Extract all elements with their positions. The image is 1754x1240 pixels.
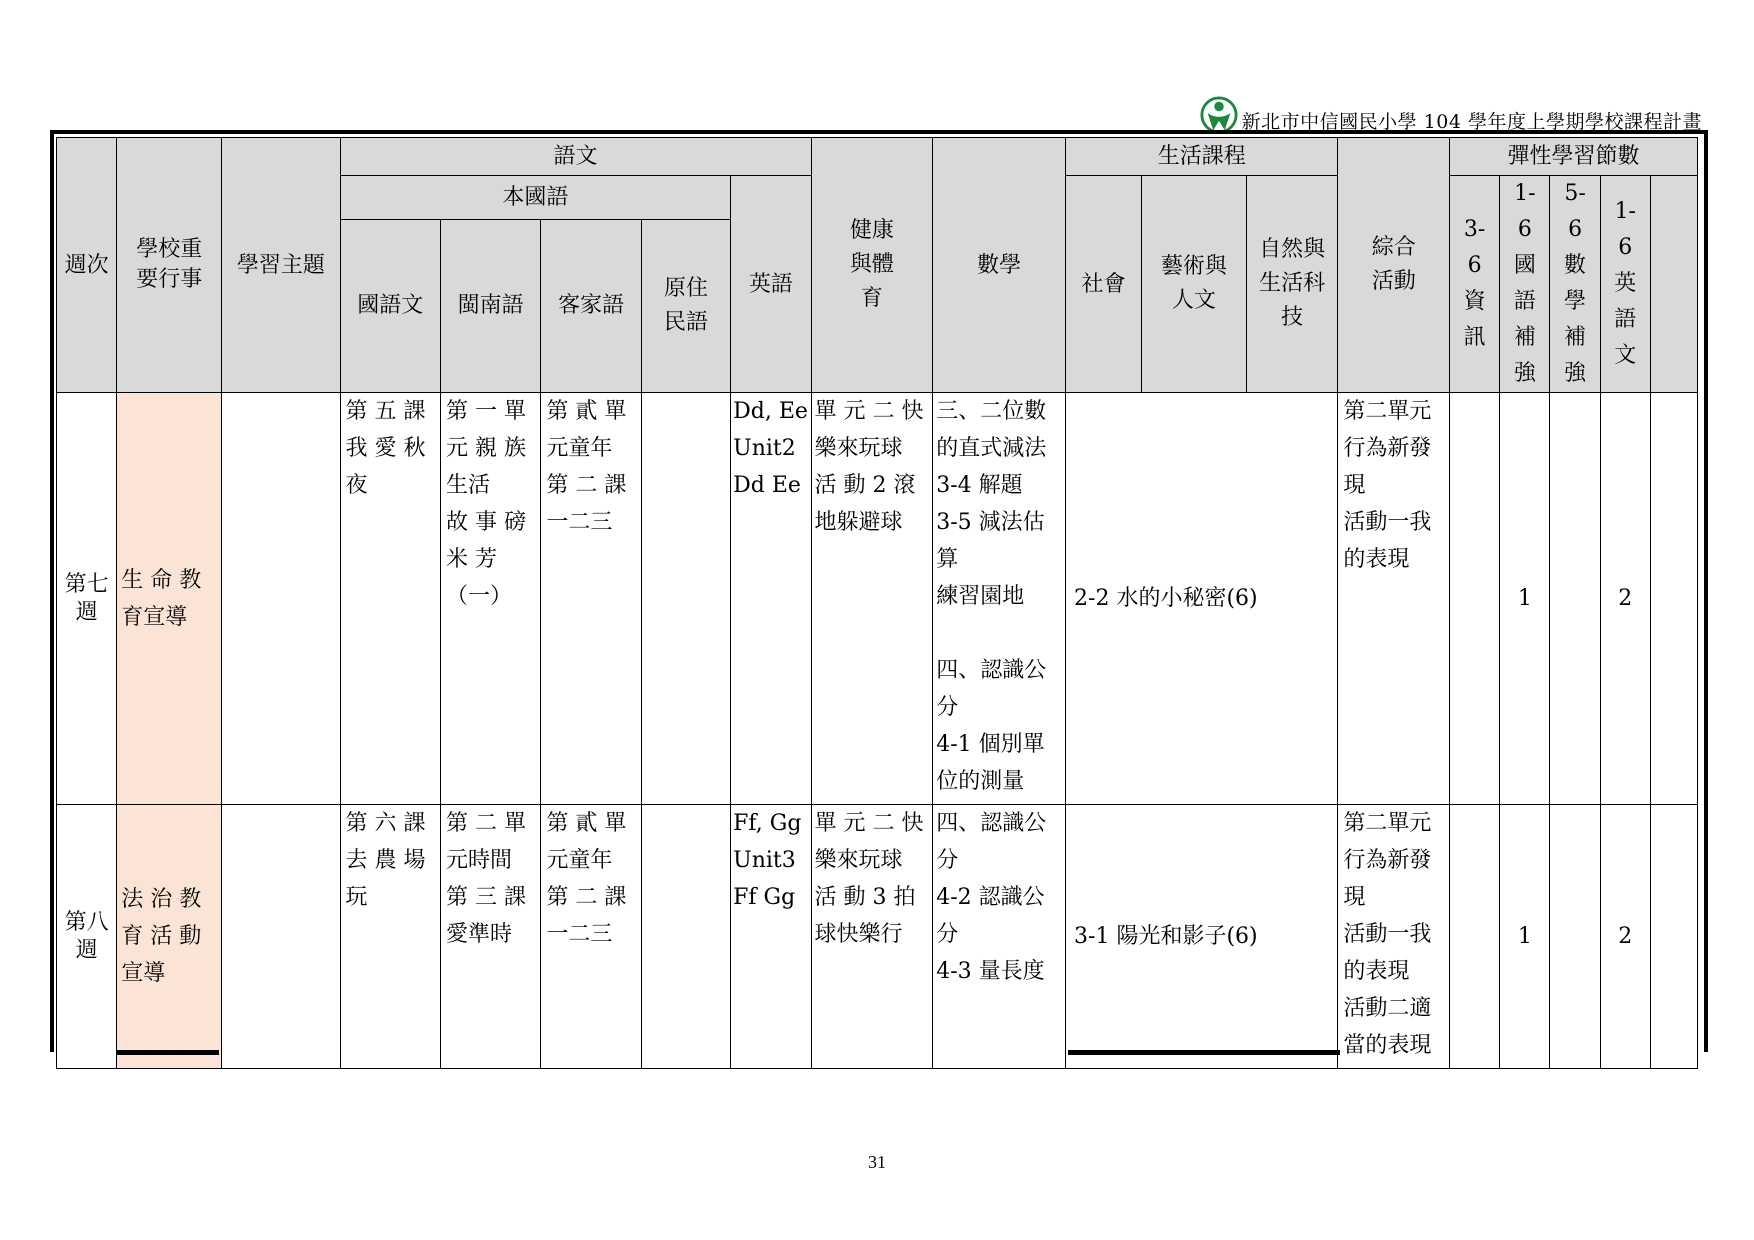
col-flex-math: 5-6數學補強: [1550, 176, 1600, 393]
col-math: 數學: [933, 138, 1066, 393]
aboriginal-cell: [641, 393, 730, 805]
life-cell: 3-1 陽光和影子(6): [1066, 805, 1338, 1069]
bottom-rule-left: [117, 1050, 219, 1055]
flex-it-cell: [1450, 393, 1500, 805]
flex-math-cell: [1550, 393, 1600, 805]
school-logo-icon: [1200, 96, 1238, 134]
col-theme: 學習主題: [222, 138, 340, 393]
col-english: 英語: [731, 176, 811, 393]
col-flex-english: 1-6英語文: [1600, 176, 1650, 393]
minnan-cell: 第 一 單 元 親 族 生活 故 事 磅 米 芳 （一）: [440, 393, 540, 805]
theme-cell: [222, 805, 340, 1069]
document-title: 新北市中信國民小學 104 學年度上學期學校課程計畫: [1241, 111, 1702, 133]
event-cell: 生 命 教 育宣導: [117, 393, 222, 805]
col-aboriginal: 原住民語: [641, 219, 730, 392]
col-integrated: 綜合活動: [1338, 138, 1450, 393]
math-cell: 三、二位數 的直式減法 3-4 解題 3-5 減法估 算 練習園地 四、認識公 分 4-1 個別單 位的測量: [933, 393, 1066, 805]
curriculum-table: [56, 137, 1698, 1069]
col-flex-blank: [1650, 176, 1697, 393]
integrated-cell: 第二單元 行為新發 現 活動一我 的表現 活動二適 當的表現: [1338, 805, 1450, 1069]
page-number: 31: [868, 1152, 886, 1172]
col-health-pe: 健康與體育: [811, 138, 933, 393]
col-life: 生活課程: [1066, 138, 1338, 176]
col-arts: 藝術與人文: [1141, 176, 1246, 393]
hakka-cell: 第 貳 單 元童年 第 二 課 一二三: [541, 805, 641, 1069]
table-row: [57, 805, 1698, 1069]
col-school-events: 學校重要行事: [117, 138, 222, 393]
week-cell: 第八週: [57, 805, 117, 1069]
bottom-rule-right: [1068, 1050, 1340, 1055]
col-social: 社會: [1066, 176, 1142, 393]
flex-blank-cell: [1650, 393, 1697, 805]
english-cell: Dd, Ee Unit2 Dd Ee: [731, 393, 811, 805]
health-pe-cell: 單 元 二 快 樂來玩球 活 動 2 滾 地躲避球: [811, 393, 933, 805]
col-flex-it: 3-6資訊: [1450, 176, 1500, 393]
flex-english-cell: 2: [1600, 393, 1650, 805]
col-flex-chinese: 1-6國語補強: [1500, 176, 1550, 393]
col-language: 語文: [340, 138, 811, 176]
flex-math-cell: [1550, 805, 1600, 1069]
aboriginal-cell: [641, 805, 730, 1069]
theme-cell: [222, 393, 340, 805]
hakka-cell: 第 貳 單 元童年 第 二 課 一二三: [541, 393, 641, 805]
integrated-cell: 第二單元 行為新發 現 活動一我 的表現: [1338, 393, 1450, 805]
col-chinese: 國語文: [340, 219, 440, 392]
flex-blank-cell: [1650, 805, 1697, 1069]
col-native-language: 本國語: [340, 176, 731, 220]
col-minnan: 閩南語: [440, 219, 540, 392]
flex-chinese-cell: 1: [1500, 393, 1550, 805]
chinese-cell: 第 六 課 去 農 場 玩: [340, 805, 440, 1069]
col-flex: 彈性學習節數: [1450, 138, 1698, 176]
chinese-cell: 第 五 課 我 愛 秋 夜: [340, 393, 440, 805]
week-cell: 第七週: [57, 393, 117, 805]
life-cell: 2-2 水的小秘密(6): [1066, 393, 1338, 805]
english-cell: Ff, Gg Unit3 Ff Gg: [731, 805, 811, 1069]
flex-it-cell: [1450, 805, 1500, 1069]
event-cell: 法 治 教 育 活 動 宣導: [117, 805, 222, 1069]
page-header: [1200, 90, 1702, 134]
col-week: 週次: [57, 138, 117, 393]
col-hakka: 客家語: [541, 219, 641, 392]
flex-english-cell: 2: [1600, 805, 1650, 1069]
math-cell: 四、認識公 分 4-2 認識公 分 4-3 量長度: [933, 805, 1066, 1069]
health-pe-cell: 單 元 二 快 樂來玩球 活 動 3 拍 球快樂行: [811, 805, 933, 1069]
flex-chinese-cell: 1: [1500, 805, 1550, 1069]
col-science: 自然與生活科技: [1246, 176, 1338, 393]
table-row: [57, 393, 1698, 805]
minnan-cell: 第 二 單 元時間 第 三 課 愛準時: [440, 805, 540, 1069]
